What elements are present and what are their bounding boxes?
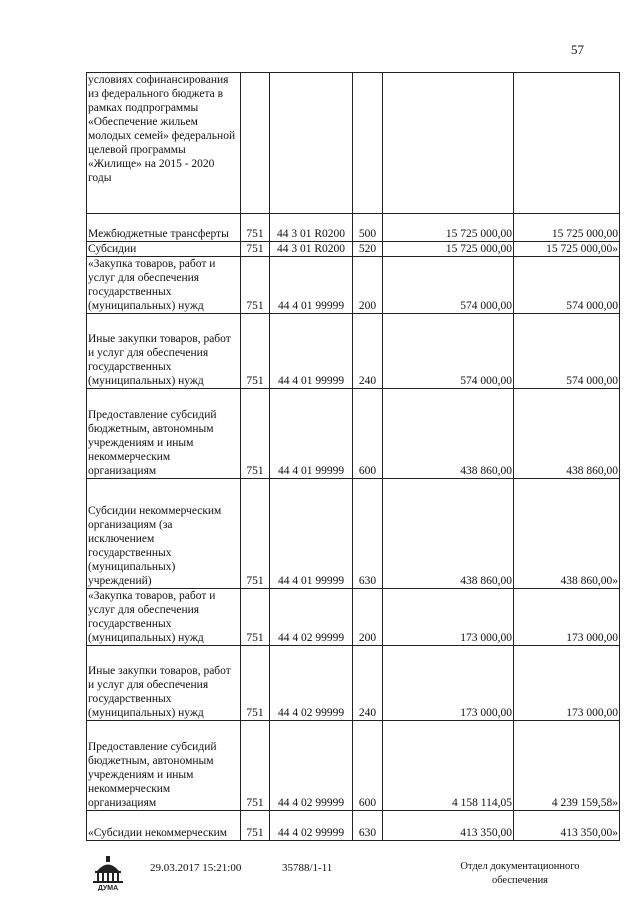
duma-logo-icon [88, 855, 128, 891]
amount-approved [383, 73, 514, 214]
amount-approved: 438 860,00 [383, 479, 514, 589]
table-row [87, 314, 620, 389]
table-row [87, 589, 620, 646]
table-row [87, 73, 620, 214]
amount-revised: 438 860,00» [514, 479, 620, 589]
row-description: Предоставление субсидий бюджетным, автономным учреждениям и иным некоммерческим организациям [87, 389, 241, 479]
ministry-code: 751 [241, 479, 270, 589]
ministry-code: 751 [241, 314, 270, 389]
ministry-code: 751 [241, 242, 270, 257]
ministry-code: 751 [241, 389, 270, 479]
amount-approved: 438 860,00 [383, 389, 514, 479]
ministry-code: 751 [241, 214, 270, 242]
footer-date: 29.03.2017 15:21:00 [150, 862, 242, 874]
expense-type-code: 520 [353, 242, 383, 257]
ministry-code: 751 [241, 646, 270, 721]
amount-approved: 574 000,00 [383, 314, 514, 389]
target-article-code: 44 4 02 99999 [270, 589, 353, 646]
expense-type-code: 630 [353, 811, 383, 841]
target-article-code: 44 4 02 99999 [270, 646, 353, 721]
footer-department-line1: Отдел документационного [460, 861, 580, 872]
amount-revised [514, 73, 620, 214]
row-description: «Субсидии некоммерческим [87, 811, 241, 841]
ministry-code: 751 [241, 811, 270, 841]
table-row [87, 389, 620, 479]
amount-revised: 173 000,00 [514, 589, 620, 646]
expense-type-code: 600 [353, 389, 383, 479]
ministry-code: 751 [241, 589, 270, 646]
target-article-code: 44 4 02 99999 [270, 721, 353, 811]
amount-approved: 173 000,00 [383, 589, 514, 646]
amount-revised: 413 350,00» [514, 811, 620, 841]
amount-approved: 4 158 114,05 [383, 721, 514, 811]
ministry-code: 751 [241, 721, 270, 811]
table-row [87, 214, 620, 242]
row-description: «Закупка товаров, работ и услуг для обеспечения государственных (муниципальных) нужд [87, 589, 241, 646]
target-article-code: 44 3 01 R0200 [270, 242, 353, 257]
row-description: Субсидии некоммерческим организациям (за исключением государственных (муниципальных) учреждений) [87, 479, 241, 589]
amount-revised: 15 725 000,00» [514, 242, 620, 257]
amount-revised: 438 860,00 [514, 389, 620, 479]
amount-revised: 574 000,00 [514, 314, 620, 389]
row-description: «Закупка товаров, работ и услуг для обеспечения государственных (муниципальных) нужд [87, 257, 241, 314]
amount-approved: 173 000,00 [383, 646, 514, 721]
expense-type-code: 200 [353, 589, 383, 646]
amount-revised: 4 239 159,58» [514, 721, 620, 811]
target-article-code: 44 4 01 99999 [270, 257, 353, 314]
amount-approved: 574 000,00 [383, 257, 514, 314]
page-number: 57 [571, 42, 584, 57]
footer-reg-number: 35788/1-11 [282, 862, 333, 874]
expense-type-code: 630 [353, 479, 383, 589]
ministry-code [241, 73, 270, 214]
amount-approved: 413 350,00 [383, 811, 514, 841]
table-row [87, 646, 620, 721]
row-description: условиях софинансирования из федерального бюджета в рамках подпрограммы «Обеспечение жильем молодых семей» федеральной целевой программы «Жилище» на 2015 - 2020 годы [87, 73, 241, 214]
row-description: Иные закупки товаров, работ и услуг для обеспечения государственных (муниципальных) нужд [87, 646, 241, 721]
amount-revised: 574 000,00 [514, 257, 620, 314]
target-article-code: 44 4 01 99999 [270, 314, 353, 389]
target-article-code: 44 4 01 99999 [270, 389, 353, 479]
duma-logo-text: ДУМА [97, 885, 119, 891]
table-row [87, 242, 620, 257]
footer-department-line2: обеспечения [491, 875, 549, 886]
expense-type-code: 240 [353, 314, 383, 389]
budget-table-body [87, 73, 620, 841]
amount-approved: 15 725 000,00 [383, 214, 514, 242]
target-article-code: 44 3 01 R0200 [270, 214, 353, 242]
expense-type-code: 240 [353, 646, 383, 721]
amount-approved: 15 725 000,00 [383, 242, 514, 257]
target-article-code: 44 4 01 99999 [270, 479, 353, 589]
row-description: Предоставление субсидий бюджетным, автономным учреждениям и иным некоммерческим организациям [87, 721, 241, 811]
expense-type-code: 600 [353, 721, 383, 811]
footer-department [450, 860, 590, 888]
table-row [87, 721, 620, 811]
target-article-code [270, 73, 353, 214]
row-description: Субсидии [87, 242, 241, 257]
table-row [87, 811, 620, 841]
budget-table [86, 72, 620, 841]
ministry-code: 751 [241, 257, 270, 314]
target-article-code: 44 4 02 99999 [270, 811, 353, 841]
row-description: Иные закупки товаров, работ и услуг для обеспечения государственных (муниципальных) нужд [87, 314, 241, 389]
amount-revised: 173 000,00 [514, 646, 620, 721]
expense-type-code: 500 [353, 214, 383, 242]
row-description: Межбюджетные трансферты [87, 214, 241, 242]
amount-revised: 15 725 000,00 [514, 214, 620, 242]
expense-type-code: 200 [353, 257, 383, 314]
table-row [87, 257, 620, 314]
expense-type-code [353, 73, 383, 214]
table-row [87, 479, 620, 589]
